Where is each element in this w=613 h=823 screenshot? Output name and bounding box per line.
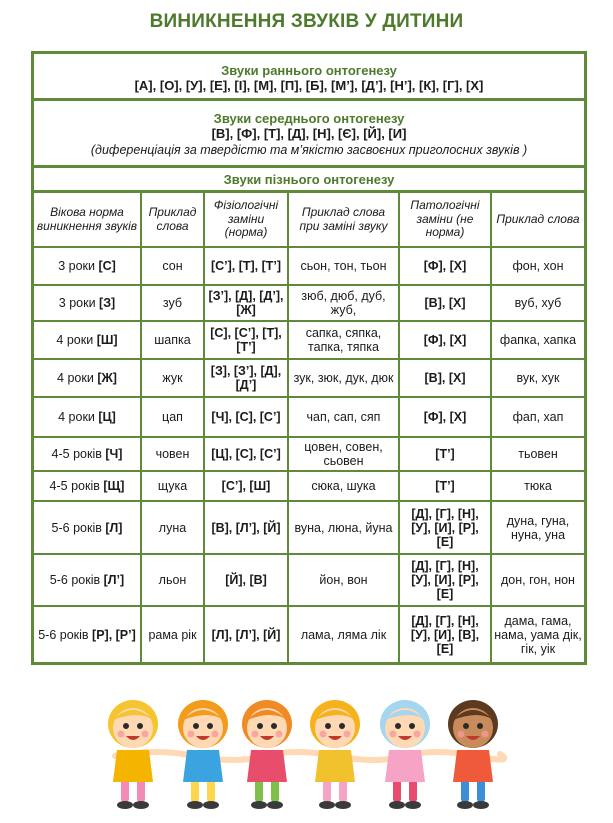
target-sound: [Щ]: [103, 479, 125, 493]
age-cell: [34, 471, 141, 501]
path-example-cell: дуна, гуна, нуна, уна: [491, 501, 584, 554]
table-row: [34, 554, 584, 606]
table-row: [34, 501, 584, 554]
header-phys: Фізіологічні заміни (норма): [204, 193, 288, 247]
phys-cell: [Л], [Л’], [Й]: [204, 606, 288, 662]
phys-example-cell: йон, вон: [288, 554, 399, 606]
path-cell: [Ф], [Х]: [399, 321, 491, 359]
header-word: Приклад слова: [141, 193, 204, 247]
page-title: ВИНИКНЕННЯ ЗВУКІВ У ДИТИНИ: [149, 11, 464, 32]
target-sound: [С]: [98, 259, 116, 273]
phys-cell: [С], [С’], [Т], [Т’]: [204, 321, 288, 359]
word-cell: жук: [141, 359, 204, 397]
path-cell: [В], [Х]: [399, 359, 491, 397]
table-row: [34, 285, 584, 321]
table-row: [34, 321, 584, 359]
phys-example-cell: лама, ляма лік: [288, 606, 399, 662]
age-cell: [34, 321, 141, 359]
word-cell: рама рік: [141, 606, 204, 662]
path-example-cell: дон, гон, нон: [491, 554, 584, 606]
word-cell: луна: [141, 501, 204, 554]
early-sounds-section: [34, 54, 584, 101]
target-sound: [Л]: [105, 520, 123, 535]
phys-cell: [В], [Л’], [Й]: [204, 501, 288, 554]
table-row: [34, 437, 584, 471]
age-cell: [34, 285, 141, 321]
phys-cell: [З’], [Д], [Д’], [Ж]: [204, 285, 288, 321]
word-cell: сон: [141, 247, 204, 285]
path-cell: [Т’]: [399, 471, 491, 501]
target-sound: [Ш]: [96, 333, 118, 347]
age-cell: [34, 606, 141, 662]
path-example-cell: фапка, хапка: [491, 321, 584, 359]
path-example-cell: вуб, хуб: [491, 285, 584, 321]
late-sounds-title: Звуки пізнього онтогенезу: [223, 172, 395, 187]
phys-cell: [Ц], [С], [С’]: [204, 437, 288, 471]
table-row: [34, 397, 584, 437]
age-label: 3 роки: [58, 259, 99, 273]
age-cell: [34, 437, 141, 471]
header-age: Вікова норма виникнення звуків: [34, 193, 141, 247]
phys-example-cell: зюб, дюб, дуб, жуб,: [288, 285, 399, 321]
table-row: [34, 247, 584, 285]
table-header-row: [34, 193, 584, 247]
age-cell: [34, 247, 141, 285]
phys-cell: [Й], [В]: [204, 554, 288, 606]
target-sound: [Л’]: [103, 573, 125, 587]
age-cell: [34, 554, 141, 606]
sounds-table-frame: [31, 51, 587, 665]
phys-example-cell: вуна, люна, йуна: [288, 501, 399, 554]
table-row: [34, 471, 584, 501]
age-label: 4 роки: [56, 333, 97, 347]
children-illustration: [95, 684, 515, 812]
early-sounds-title: Звуки раннього онтогенезу: [221, 63, 397, 78]
header-phys-example: Приклад слова при заміні звуку: [288, 193, 399, 247]
path-example-cell: тьовен: [491, 437, 584, 471]
age-cell: [34, 359, 141, 397]
word-cell: цап: [141, 397, 204, 437]
age-label: 4-5 років: [51, 447, 106, 461]
middle-sounds-section: [34, 101, 584, 168]
phys-example-cell: сьон, тон, тьон: [288, 247, 399, 285]
age-label: 5-6 років: [51, 520, 106, 535]
phys-cell: [С’], [Ш]: [204, 471, 288, 501]
path-cell: [Д], [Г], [Н], [У], [И], [Р], [Е]: [399, 554, 491, 606]
late-sounds-table: [34, 193, 584, 662]
path-example-cell: фон, хон: [491, 247, 584, 285]
phys-example-cell: зук, зюк, дук, дюк: [288, 359, 399, 397]
path-cell: [Д], [Г], [Н], [У], [И], [Р], [Е]: [399, 501, 491, 554]
path-example-cell: тюка: [491, 471, 584, 501]
path-cell: [Т’]: [399, 437, 491, 471]
age-label: 5-6 років: [38, 627, 93, 642]
middle-sounds-list: [В], [Ф], [Т], [Д], [Н], [Є], [Й], [И]: [211, 126, 407, 141]
target-sound: [Ж]: [97, 371, 117, 385]
path-cell: [В], [Х]: [399, 285, 491, 321]
age-label: 4 роки: [58, 410, 99, 424]
age-label: 3 роки: [58, 296, 100, 310]
age-label: 4 роки: [57, 371, 98, 385]
late-sounds-section: [34, 168, 584, 193]
phys-example-cell: сюка, шука: [288, 471, 399, 501]
phys-example-cell: чап, сап, сяп: [288, 397, 399, 437]
word-cell: шапка: [141, 321, 204, 359]
header-path-example: Приклад слова: [491, 193, 584, 247]
path-cell: [Ф], [Х]: [399, 247, 491, 285]
header-path: Патологічні заміни (не норма): [399, 193, 491, 247]
middle-sounds-note: (диференціація за твердістю та м’якістю засвоєних приголосних звуків ): [90, 143, 528, 157]
phys-cell: [Ч], [С], [С’]: [204, 397, 288, 437]
target-sound: [Ц]: [98, 410, 116, 424]
middle-sounds-title: Звуки середнього онтогенезу: [213, 111, 405, 126]
path-example-cell: вук, хук: [491, 359, 584, 397]
word-cell: зуб: [141, 285, 204, 321]
target-sound: [Р], [Р’]: [92, 627, 136, 642]
phys-example-cell: сапка, сяпка, тапка, тяпка: [288, 321, 399, 359]
target-sound: [З]: [99, 296, 116, 310]
early-sounds-list: [А], [О], [У], [Е], [І], [М], [П], [Б], [М’], [Д’], [Н’], [К], [Г], [Х]: [134, 78, 484, 93]
age-label: 5-6 років: [49, 573, 104, 587]
age-cell: [34, 397, 141, 437]
path-example-cell: дама, гама, нама, уама дік, гік, уік: [491, 606, 584, 662]
age-label: 4-5 років: [49, 479, 104, 493]
phys-cell: [С’], [Т], [Т’]: [204, 247, 288, 285]
phys-cell: [З], [З’], [Д], [Д’]: [204, 359, 288, 397]
path-cell: [Ф], [Х]: [399, 397, 491, 437]
path-example-cell: фап, хап: [491, 397, 584, 437]
target-sound: [Ч]: [105, 447, 123, 461]
path-cell: [Д], [Г], [Н], [У], [И], [В], [Е]: [399, 606, 491, 662]
table-row: [34, 606, 584, 662]
word-cell: льон: [141, 554, 204, 606]
phys-example-cell: цовен, совен, сьовен: [288, 437, 399, 471]
table-row: [34, 359, 584, 397]
word-cell: щука: [141, 471, 204, 501]
word-cell: човен: [141, 437, 204, 471]
age-cell: [34, 501, 141, 554]
